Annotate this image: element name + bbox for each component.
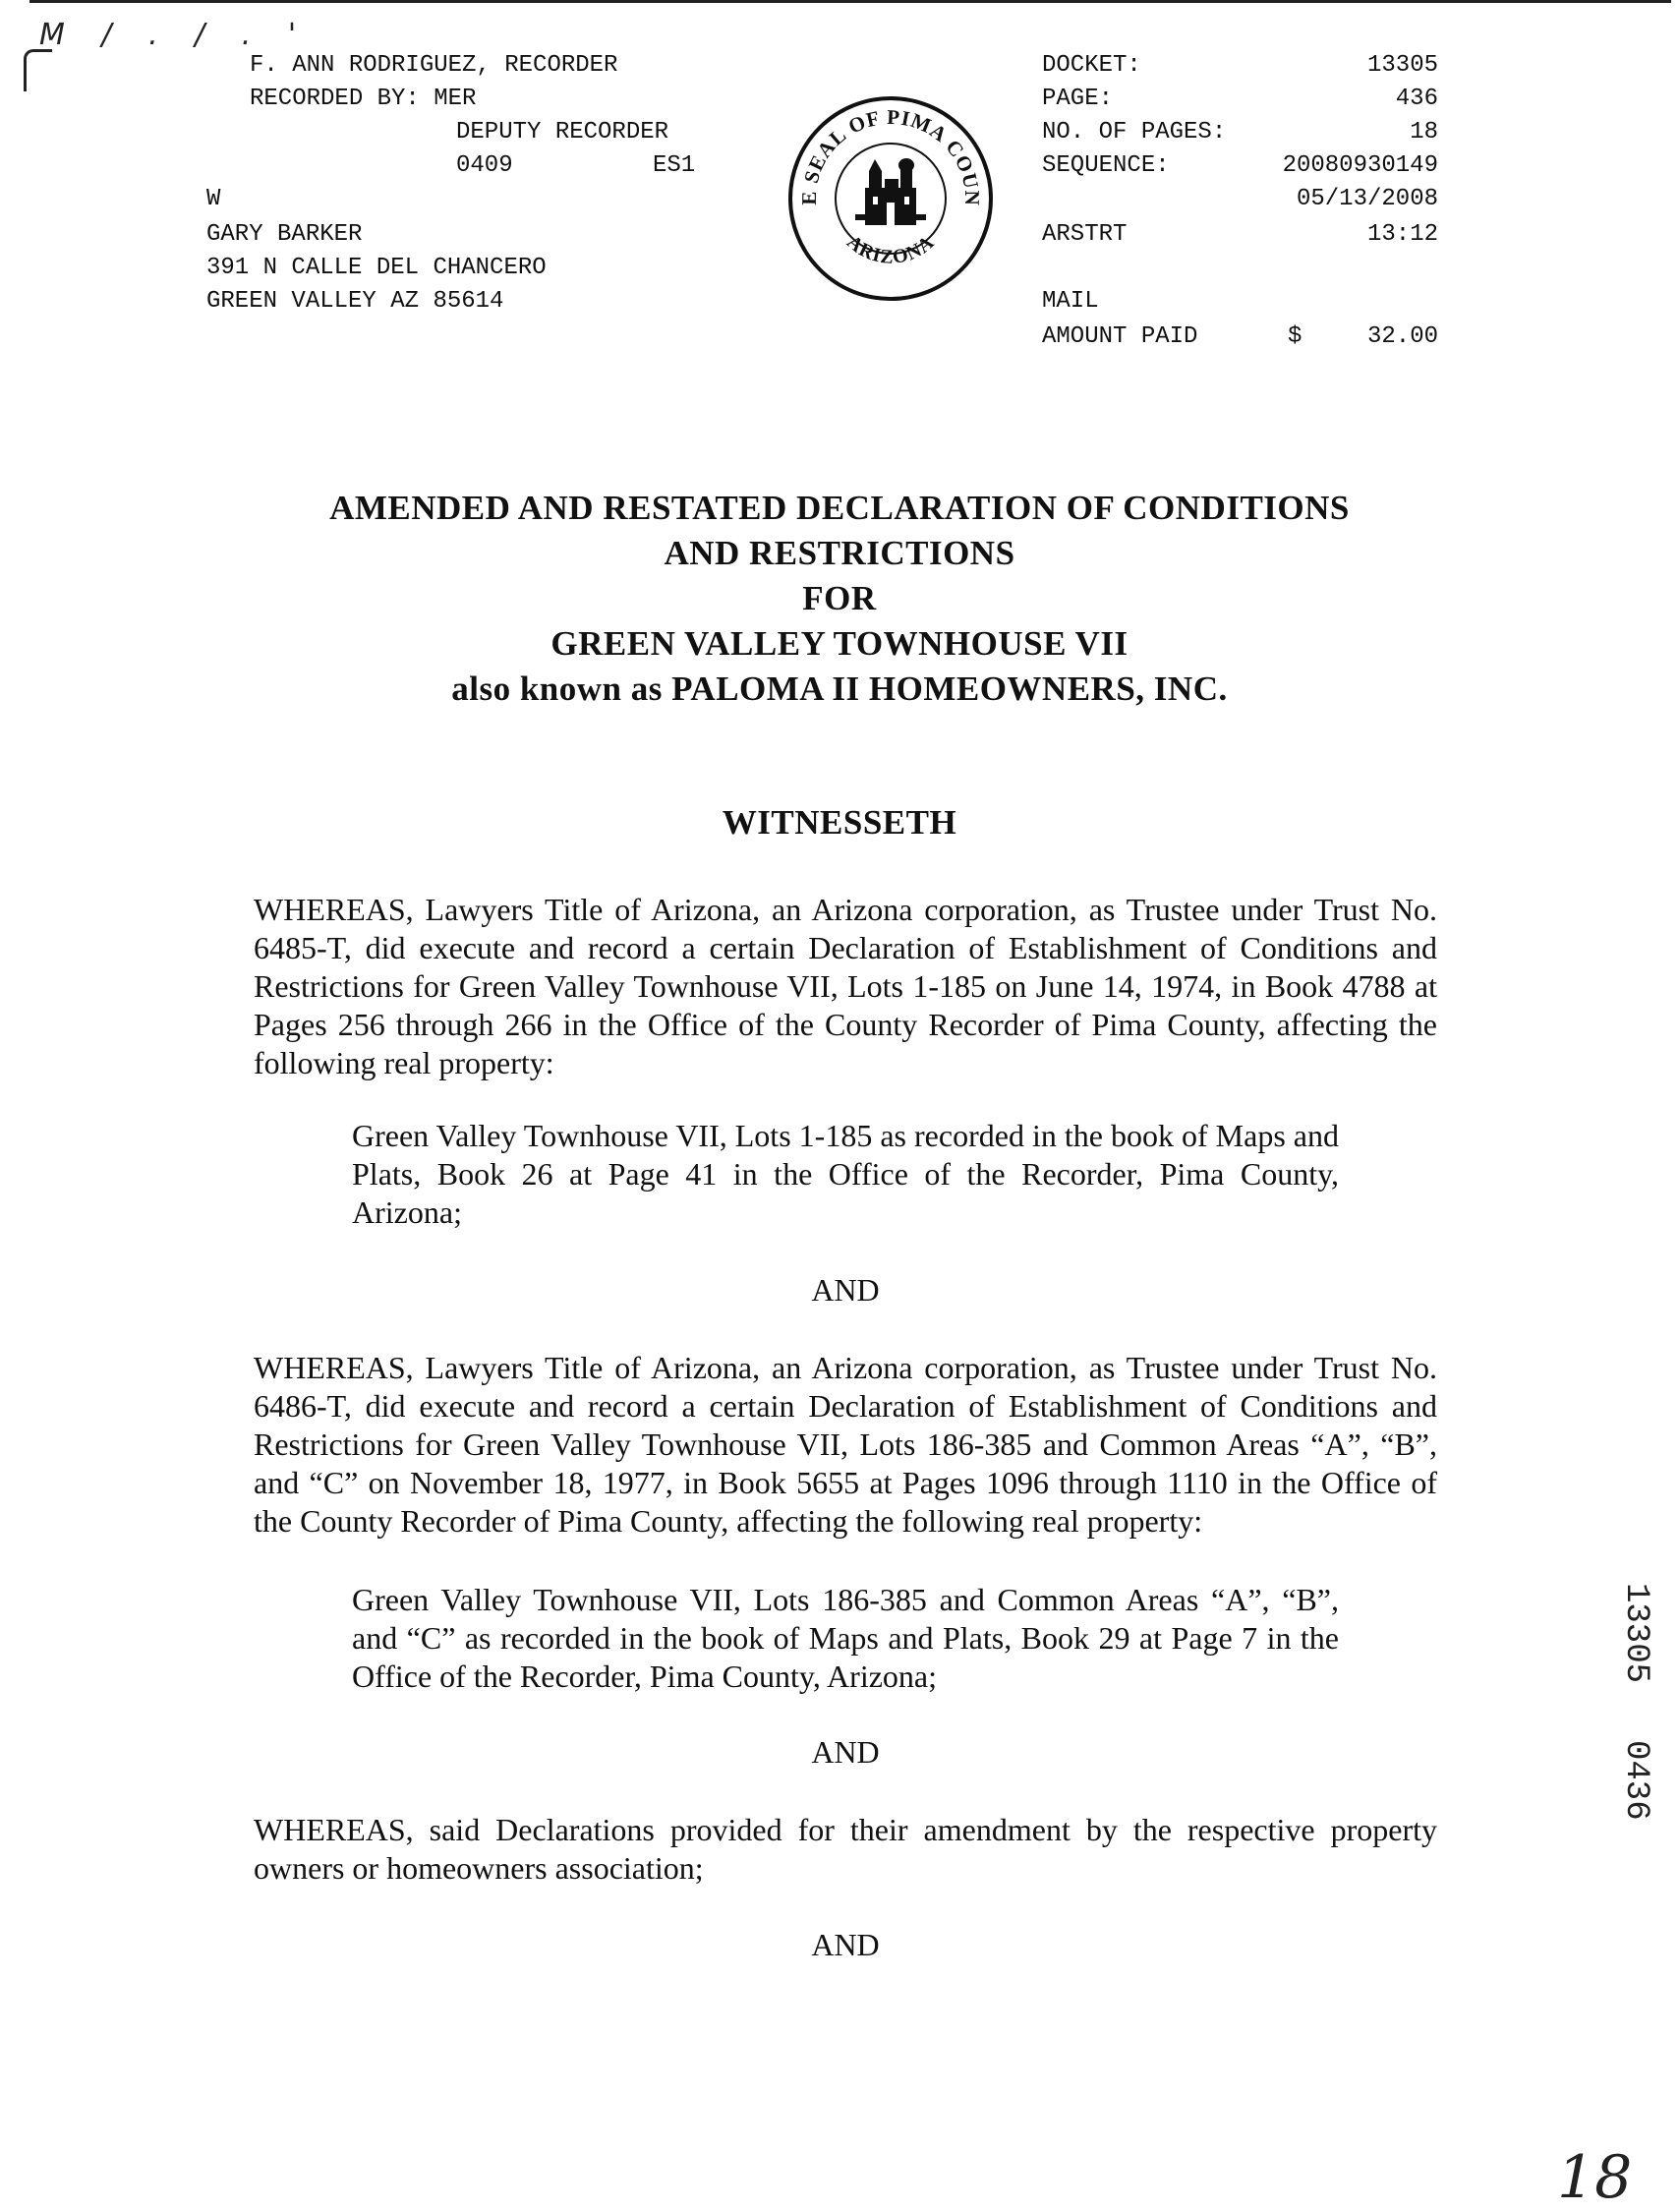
deputy-recorder: DEPUTY RECORDER	[456, 119, 669, 146]
docket-value: 13305	[1366, 52, 1438, 79]
amount-label: AMOUNT PAID	[1042, 323, 1198, 350]
scribble-mark: M / . / . '	[39, 18, 311, 52]
pages-value: 18	[1410, 119, 1438, 146]
side-stamp-docket: 13305	[1617, 1583, 1654, 1684]
title-line-3: FOR	[802, 579, 877, 617]
title-line-2: AND RESTRICTIONS	[664, 534, 1015, 572]
amount-currency: $	[1288, 323, 1303, 350]
svg-text:ARIZONA	[842, 231, 939, 268]
sequence-value: 20080930149	[1282, 152, 1438, 179]
mail-label: MAIL	[1042, 288, 1099, 315]
page-value: 436	[1395, 86, 1438, 112]
side-stamp-page: 0436	[1617, 1740, 1654, 1821]
page-label: PAGE:	[1042, 86, 1114, 112]
and-separator-2: AND	[811, 1734, 880, 1770]
and-separator-3: AND	[811, 1927, 880, 1962]
return-w: W	[206, 186, 221, 212]
witnesseth-heading: WITNESSETH	[722, 803, 957, 842]
whereas-paragraph-1: WHEREAS, Lawyers Title of Arizona, an Arizona corporation, as Trustee under Trust No. 6485-T, did execute and record a certain Declaration of Establishment of Conditions and Restrictions for Green Valley Townhouse VII, Lots 1-185 on June 14, 1974, in Book 4788 at Pages 256 through 266 in the Office of the County Recorder of Pima County, affecting the following real property:	[254, 892, 1437, 1080]
code-number: 0409	[456, 152, 513, 179]
return-name: GARY BARKER	[206, 221, 363, 248]
docket-label: DOCKET:	[1042, 52, 1141, 79]
and-separator-1: AND	[811, 1272, 880, 1308]
corner-mark	[24, 49, 52, 91]
property-description-2: Green Valley Townhouse VII, Lots 186-385 and Common Areas “A”, “B”, and “C” as recorded in the book of Maps and Plats, Book 29 at Page 7 in the Office of the Recorder, Pima County, Arizona;	[352, 1582, 1339, 1694]
title-line-5: also known as PALOMA II HOMEOWNERS, INC.	[451, 669, 1228, 708]
seal-bottom-text: ARIZONA	[842, 231, 939, 268]
return-address-line1: 391 N CALLE DEL CHANCERO	[206, 255, 547, 281]
code-es1: ES1	[653, 152, 696, 179]
title-line-1: AMENDED AND RESTATED DECLARATION OF CONDITIONS	[329, 489, 1350, 527]
arstrt-label: ARSTRT	[1042, 221, 1128, 248]
recorded-by: RECORDED BY: MER	[250, 86, 477, 112]
recorded-time: 13:12	[1366, 221, 1438, 248]
sequence-label: SEQUENCE:	[1042, 152, 1170, 179]
handwritten-page-number: 18	[1557, 2143, 1633, 2212]
property-description-1: Green Valley Townhouse VII, Lots 1-185 as recorded in the book of Maps and Plats, Book 26 at Page 41 in the Office of the Recorder, Pima County, Arizona;	[352, 1118, 1339, 1230]
return-address-line2: GREEN VALLEY AZ 85614	[206, 288, 504, 315]
amount-value: 32.00	[1366, 323, 1438, 350]
seal-top-text: E SEAL OF PIMA COUN	[796, 104, 985, 206]
recorder-name: F. ANN RODRIGUEZ, RECORDER	[250, 52, 618, 79]
pages-label: NO. OF PAGES:	[1042, 119, 1227, 146]
whereas-paragraph-3: WHEREAS, said Declarations provided for their amendment by the respective property owners or homeowners association;	[254, 1812, 1437, 1886]
recorded-date: 05/13/2008	[1296, 186, 1438, 212]
top-border	[29, 0, 1671, 3]
county-seal	[786, 94, 995, 303]
title-line-4: GREEN VALLEY TOWNHOUSE VII	[550, 624, 1129, 663]
whereas-paragraph-2: WHEREAS, Lawyers Title of Arizona, an Arizona corporation, as Trustee under Trust No. 6486-T, did execute and record a certain Declaration of Establishment of Conditions and Restrictions for Green Valley Townhouse VII, Lots 186-385 and Common Areas “A”, “B”, and “C” on November 18, 1977, in Book 5655 at Pages 1096 through 1110 in the Office of the County Recorder of Pima County, affecting the following real property:	[254, 1350, 1437, 1539]
